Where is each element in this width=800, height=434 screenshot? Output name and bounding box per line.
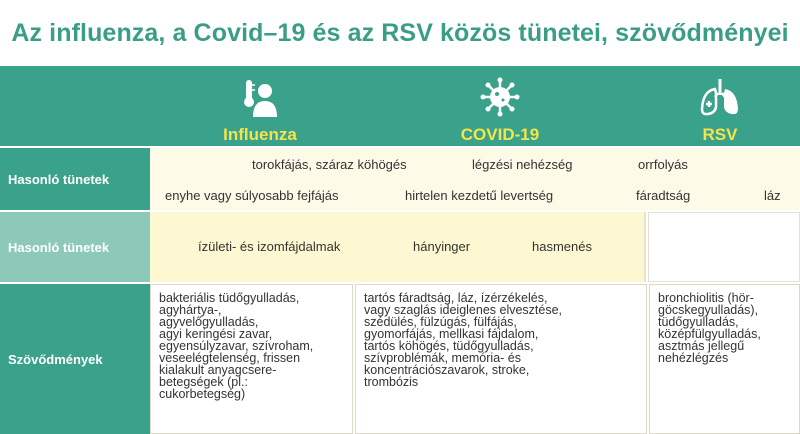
partial-symptoms-cell: [150, 212, 646, 282]
column-covid: [420, 66, 580, 146]
complication-line: agyi keringési zavar,: [159, 327, 273, 341]
symptom-item: enyhe vagy súlyosabb fejfájás: [165, 188, 339, 203]
symptom-item: ízületi- és izomfájdalmak: [198, 239, 341, 254]
patient-thermometer-icon: [243, 77, 277, 117]
column-label: COVID-19: [460, 125, 540, 144]
symptom-item: fáradtság: [636, 188, 691, 203]
page-title: Az influenza, a Covid–19 és az RSV közös tünetei, szövődményei: [11, 18, 789, 47]
lungs-icon: [698, 77, 742, 117]
column-label: Influenza: [223, 125, 297, 144]
complication-line: betegségek (pl.:: [159, 375, 248, 389]
symptom-item: hirtelen kezdetű levertség: [405, 188, 554, 203]
symptom-item: hányinger: [413, 239, 471, 254]
common-symptoms-cell: [150, 148, 800, 210]
complication-line: trombózis: [364, 375, 419, 389]
symptom-item: torokfájás, száraz köhögés: [252, 157, 407, 172]
symptom-item: láz: [764, 188, 781, 203]
row-label-common-symptoms: Hasonló tünetek: [0, 146, 150, 210]
complication-line: tartós fáradtság, láz, ízérzékelés,: [364, 291, 548, 305]
complication-line: egyensúlyzavar, szívroham,: [159, 339, 314, 353]
complication-line: kialakult anyagcsere-: [159, 363, 277, 377]
rsv-partial-empty-cell: [648, 212, 800, 282]
complication-line: tüdőgyulladás,: [658, 315, 739, 329]
complication-line: koncentrációszavarok, stroke,: [364, 363, 530, 377]
column-header-bar: [0, 66, 800, 146]
row-label-partial-symptoms: Hasonló tünetek: [0, 210, 150, 282]
complication-line: tartós köhögés, tüdőgyulladás,: [364, 339, 534, 353]
complication-line: agyhártya-,: [159, 303, 222, 317]
complication-line: agyvelőgyulladás,: [159, 315, 259, 329]
virus-icon: [479, 77, 521, 117]
column-rsv: [640, 66, 800, 146]
complication-line: bakteriális tüdőgyulladás,: [159, 291, 300, 305]
complication-line: asztmás jellegű: [658, 339, 745, 353]
row-label-complications: Szövődmények: [0, 282, 150, 434]
complication-line: bronchiolitis (hör-: [658, 291, 754, 305]
complication-line: szívproblémák, memória- és: [364, 351, 521, 365]
column-label: RSV: [702, 125, 738, 144]
complication-line: gyomorfájás, mellkasi fájdalom,: [364, 327, 539, 341]
complication-line: veseelégtelenség, frissen: [159, 351, 301, 365]
covid-complications-cell: [355, 284, 647, 434]
rsv-complications-cell: [649, 284, 800, 434]
complication-line: göcskegyulladás),: [658, 303, 759, 317]
symptom-item: hasmenés: [532, 239, 592, 254]
complication-line: szédülés, fülzúgás, fülfájás,: [364, 315, 517, 329]
column-influenza: [180, 66, 340, 146]
symptom-item: orrfolyás: [638, 157, 688, 172]
complication-line: cukorbetegség): [159, 387, 246, 401]
complication-line: nehézlégzés: [658, 351, 729, 365]
symptom-item: légzési nehézség: [472, 157, 573, 172]
complication-line: vagy szaglás ideiglenes elvesztése,: [364, 303, 563, 317]
influenza-complications-cell: [150, 284, 353, 434]
complication-line: középfülgyulladás,: [658, 327, 761, 341]
